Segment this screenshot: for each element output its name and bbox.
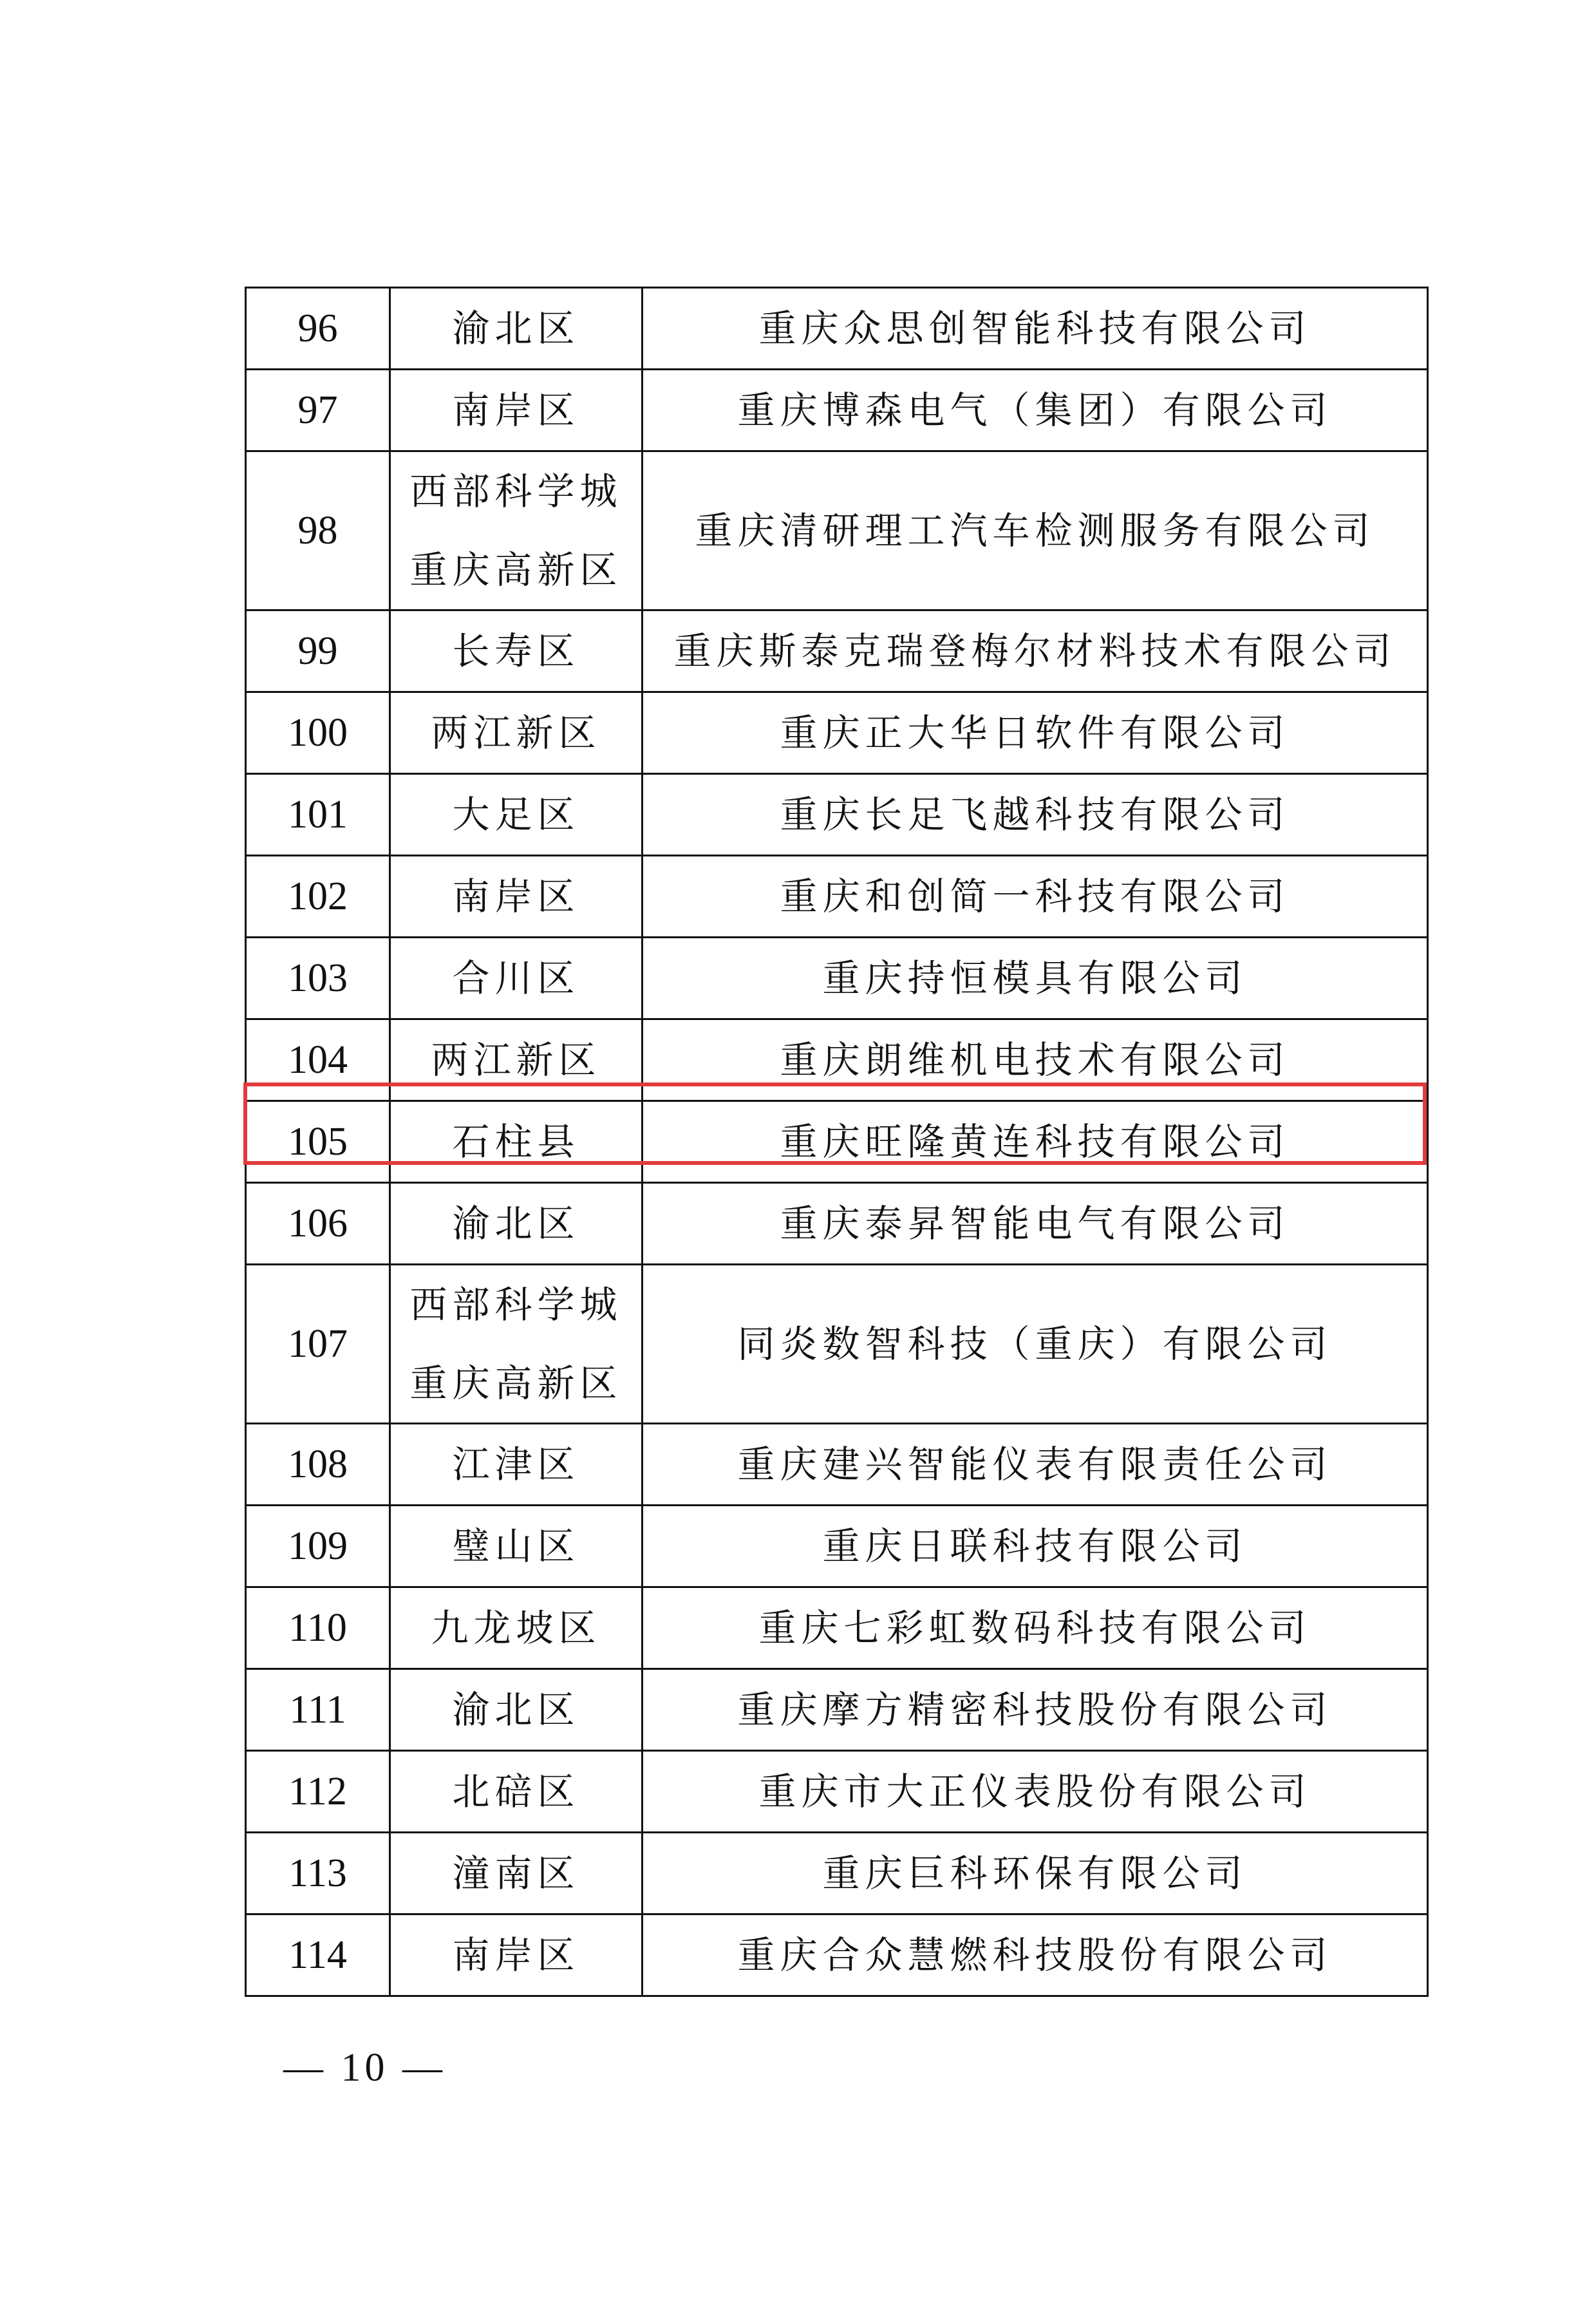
table-row xyxy=(246,1019,1428,1101)
company-name: 重庆日联科技有限公司 xyxy=(643,1506,1428,1587)
table-row xyxy=(246,1914,1428,1996)
district-name: 南岸区 xyxy=(452,874,580,918)
district-name: 两江新区 xyxy=(431,1038,601,1082)
row-number: 102 xyxy=(246,856,390,938)
table-row xyxy=(246,370,1428,451)
row-number: 99 xyxy=(246,610,390,692)
company-name: 重庆七彩虹数码科技有限公司 xyxy=(643,1587,1428,1669)
company-name: 同炎数智科技（重庆）有限公司 xyxy=(643,1265,1428,1424)
district-name: 合川区 xyxy=(452,956,580,1000)
district-name: 西部科学城 xyxy=(409,469,623,513)
row-number: 104 xyxy=(246,1019,390,1101)
table-row xyxy=(246,1424,1428,1506)
row-number: 101 xyxy=(246,774,390,856)
table-row xyxy=(246,451,1428,610)
row-number: 113 xyxy=(246,1833,390,1914)
row-number: 109 xyxy=(246,1506,390,1587)
company-name: 重庆巨科环保有限公司 xyxy=(643,1833,1428,1914)
table-row xyxy=(246,1751,1428,1833)
company-name: 重庆斯泰克瑞登梅尔材料技术有限公司 xyxy=(643,610,1428,692)
district-name: 渝北区 xyxy=(452,1688,580,1732)
row-number: 100 xyxy=(246,692,390,774)
company-name: 重庆市大正仪表股份有限公司 xyxy=(643,1751,1428,1833)
row-number: 106 xyxy=(246,1183,390,1265)
company-name: 重庆旺隆黄连科技有限公司 xyxy=(643,1101,1428,1183)
row-number: 107 xyxy=(246,1265,390,1424)
district-cell xyxy=(390,610,643,692)
district-name: 两江新区 xyxy=(431,711,601,755)
district-cell xyxy=(390,1506,643,1587)
table-row xyxy=(246,1101,1428,1183)
district-cell xyxy=(390,1183,643,1265)
row-number: 108 xyxy=(246,1424,390,1506)
company-name: 重庆泰昇智能电气有限公司 xyxy=(643,1183,1428,1265)
table-row xyxy=(246,1506,1428,1587)
district-cell xyxy=(390,1019,643,1101)
company-list-table xyxy=(245,287,1429,1997)
row-number: 105 xyxy=(246,1101,390,1183)
district-name: 石柱县 xyxy=(452,1120,580,1164)
row-number: 114 xyxy=(246,1914,390,1996)
company-name: 重庆朗维机电技术有限公司 xyxy=(643,1019,1428,1101)
company-name: 重庆合众慧燃科技股份有限公司 xyxy=(643,1914,1428,1996)
table-row xyxy=(246,1669,1428,1751)
table-row xyxy=(246,610,1428,692)
row-number: 96 xyxy=(246,288,390,370)
row-number: 111 xyxy=(246,1669,390,1751)
table-row xyxy=(246,288,1428,370)
row-number: 112 xyxy=(246,1751,390,1833)
district-cell xyxy=(390,774,643,856)
table-row xyxy=(246,1265,1428,1424)
company-name: 重庆长足飞越科技有限公司 xyxy=(643,774,1428,856)
row-number: 110 xyxy=(246,1587,390,1669)
district-name: 北碚区 xyxy=(452,1770,580,1813)
table-row xyxy=(246,1833,1428,1914)
district-cell xyxy=(390,938,643,1019)
district-cell xyxy=(390,1101,643,1183)
district-name: 大足区 xyxy=(452,793,580,837)
company-name: 重庆博森电气（集团）有限公司 xyxy=(643,370,1428,451)
district-name: 南岸区 xyxy=(452,388,580,432)
district-cell xyxy=(390,1587,643,1669)
district-name: 重庆高新区 xyxy=(409,548,623,592)
district-name: 潼南区 xyxy=(452,1851,580,1895)
district-name: 江津区 xyxy=(452,1442,580,1486)
company-name: 重庆持恒模具有限公司 xyxy=(643,938,1428,1019)
company-name: 重庆和创简一科技有限公司 xyxy=(643,856,1428,938)
district-cell xyxy=(390,1265,643,1424)
district-cell xyxy=(390,1424,643,1506)
company-name: 重庆建兴智能仪表有限责任公司 xyxy=(643,1424,1428,1506)
district-cell xyxy=(390,856,643,938)
district-name: 九龙坡区 xyxy=(431,1606,601,1650)
district-cell xyxy=(390,692,643,774)
district-cell xyxy=(390,1833,643,1914)
district-name: 渝北区 xyxy=(452,307,580,350)
table-row xyxy=(246,938,1428,1019)
row-number: 97 xyxy=(246,370,390,451)
district-name: 重庆高新区 xyxy=(409,1361,623,1405)
district-cell xyxy=(390,288,643,370)
table-row xyxy=(246,692,1428,774)
district-name: 南岸区 xyxy=(452,1933,580,1977)
district-cell xyxy=(390,1914,643,1996)
district-name: 西部科学城 xyxy=(409,1283,623,1327)
district-cell xyxy=(390,1751,643,1833)
row-number: 98 xyxy=(246,451,390,610)
table-body xyxy=(246,288,1428,1996)
table-row xyxy=(246,1183,1428,1265)
row-number: 103 xyxy=(246,938,390,1019)
district-name: 璧山区 xyxy=(452,1524,580,1568)
table-row xyxy=(246,1587,1428,1669)
table-row xyxy=(246,856,1428,938)
company-name: 重庆摩方精密科技股份有限公司 xyxy=(643,1669,1428,1751)
company-name: 重庆正大华日软件有限公司 xyxy=(643,692,1428,774)
district-name: 长寿区 xyxy=(452,629,580,673)
district-name: 渝北区 xyxy=(452,1202,580,1245)
page-number: — 10 — xyxy=(283,2046,446,2090)
district-cell xyxy=(390,370,643,451)
district-cell xyxy=(390,1669,643,1751)
district-cell xyxy=(390,451,643,610)
company-name: 重庆众思创智能科技有限公司 xyxy=(643,288,1428,370)
company-name: 重庆清研理工汽车检测服务有限公司 xyxy=(643,451,1428,610)
table-row xyxy=(246,774,1428,856)
